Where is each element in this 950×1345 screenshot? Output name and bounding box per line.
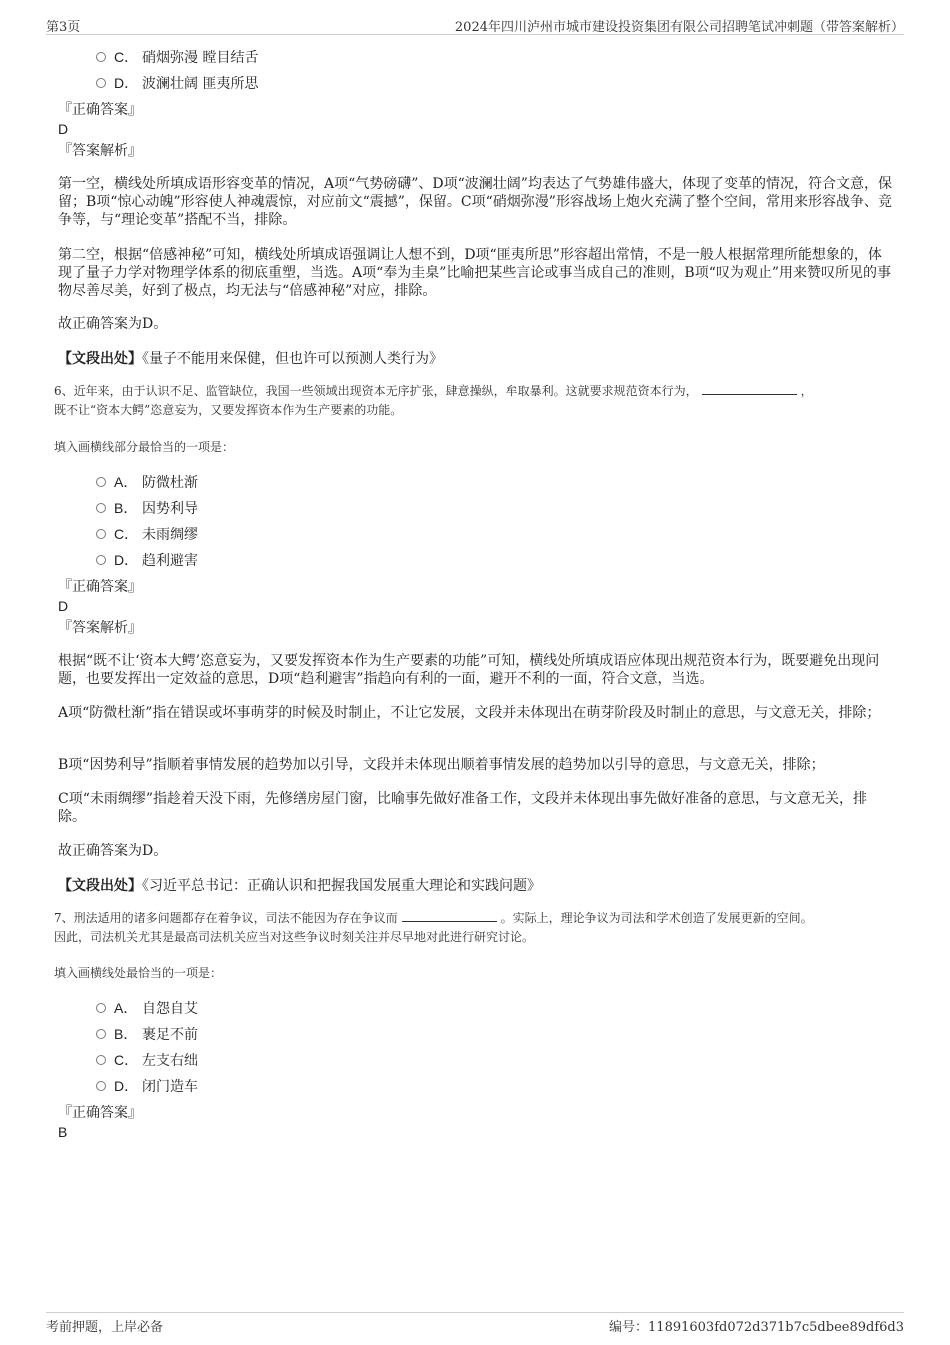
q6-conclusion: 故正确答案为D。 — [58, 843, 168, 859]
radio-icon[interactable] — [96, 555, 106, 565]
radio-icon[interactable] — [96, 477, 106, 487]
footer-slogan: 考前押题，上岸必备 — [46, 1320, 164, 1335]
radio-icon[interactable] — [96, 1055, 106, 1065]
q5-option-d[interactable]: D． 波澜壮阔 匪夷所思 — [96, 73, 258, 93]
q6-analysis-paragraph: B项“因势利导”指顺着事情发展的趋势加以引导，文段并未体现出顺着事情发展的趋势加以引导的意思，与文意无关，排除； — [58, 757, 825, 773]
radio-icon[interactable] — [96, 1003, 106, 1013]
q5-analysis-paragraph: 第一空，横线处所填成语形容变革的情况，A项“气势磅礴”、D项“波澜壮阔”均表达了气势雄伟盛大，体现了变革的情况，符合文意，保留；B项“惊心动魄”形容使人神魂震惊，对应前文“震撼”，保留。C项“硝烟弥漫”形容战场上炮火充满了整个空间，常用来形容战争、竞争等，与“理论变革”搭配不当，排除。 — [58, 176, 892, 228]
q5-answer-label: 『正确答案』 — [58, 102, 142, 118]
radio-icon[interactable] — [96, 1081, 106, 1091]
page-footer — [46, 1312, 904, 1335]
q6-option-a[interactable]: A． 防微杜渐 — [96, 472, 198, 492]
q7-option-b[interactable]: B． 裹足不前 — [96, 1024, 198, 1044]
q7-prompt: 填入画横线处最恰当的一项是： — [54, 966, 223, 980]
q5-analysis-paragraph: 第二空，根据“倍感神秘”可知，横线处所填成语强调让人想不到，D项“匪夷所思”形容超出常情，不是一般人根据常理所能想象的，体现了量子力学对物理学体系的彻底重塑，当选。A项“奉为圭臬”比喻把某些言论或事当成自己的准则，B项“叹为观止”用来赞叹所见的事物尽善尽美，好到了极点，均无法与“倍感神秘”对应，排除。 — [58, 247, 892, 299]
q5-conclusion: 故正确答案为D。 — [58, 316, 168, 332]
q6-analysis-paragraph: 根据“既不让‘资本大鳄’恣意妄为，又要发挥资本作为生产要素的功能”可知，横线处所填成语应体现出规范资本行为，既要避免出现问题，也要发挥出一定效益的意思，D项“趋利避害”指趋向有利的一面，避开不利的一面，符合文意，当选。 — [58, 653, 880, 687]
q7-stem: 7、刑法适用的诸多问题都存在着争议，司法不能因为存在争议而 。实际上，理论争议为司法和学术创造了发展更新的空间。 因此，司法机关尤其是最高司法机关应当对这些争议时刻关注并尽早地对此进行研究讨论。 — [54, 911, 813, 944]
q6-answer: D — [58, 598, 69, 614]
radio-icon[interactable] — [96, 52, 106, 62]
q6-source: 【文段出处】《习近平总书记：正确认识和把握我国发展重大理论和实践问题》 — [58, 878, 541, 894]
q7-option-a[interactable]: A． 自怨自艾 — [96, 998, 198, 1018]
q6-answer-label: 『正确答案』 — [58, 579, 142, 595]
page-header — [46, 14, 904, 35]
q7-answer-label: 『正确答案』 — [58, 1105, 142, 1121]
q7-answer: B — [58, 1124, 68, 1140]
q6-analysis-paragraph: C项“未雨绸缪”指趁着天没下雨，先修缮房屋门窗，比喻事先做好准备工作，文段并未体现出事先做好准备的意思，与文意无关，排除。 — [58, 791, 868, 825]
radio-icon[interactable] — [96, 78, 106, 88]
q7-option-c[interactable]: C． 左支右绌 — [96, 1050, 198, 1070]
page-number: 第3页 — [46, 20, 81, 35]
fill-blank — [402, 909, 497, 922]
q6-analysis-paragraph: A项“防微杜渐”指在错误或坏事萌芽的时候及时制止，不让它发展，文段并未体现出在萌芽阶段及时制止的意思，与文意无关，排除； — [58, 705, 881, 721]
radio-icon[interactable] — [96, 503, 106, 513]
q6-option-b[interactable]: B． 因势利导 — [96, 498, 198, 518]
radio-icon[interactable] — [96, 1029, 106, 1039]
q5-option-c[interactable]: C． 硝烟弥漫 瞠目结舌 — [96, 47, 258, 67]
q5-answer: D — [58, 121, 69, 137]
q6-option-c[interactable]: C． 未雨绸缪 — [96, 524, 198, 544]
radio-icon[interactable] — [96, 529, 106, 539]
fill-blank — [702, 382, 797, 395]
q6-analysis-label: 『答案解析』 — [58, 620, 142, 636]
document-title: 2024年四川泸州市城市建设投资集团有限公司招聘笔试冲刺题（带答案解析） — [454, 20, 904, 35]
footer-code: 编号：11891603fd072d371b7c5dbee89df6d3 — [609, 1320, 904, 1335]
q7-option-d[interactable]: D． 闭门造车 — [96, 1076, 198, 1096]
q5-source: 【文段出处】《量子不能用来保健，但也许可以预测人类行为》 — [58, 351, 443, 367]
q5-analysis-label: 『答案解析』 — [58, 143, 142, 159]
q6-option-d[interactable]: D． 趋利避害 — [96, 550, 198, 570]
q6-stem: 6、近年来，由于认识不足、监管缺位，我国一些领域出现资本无序扩张，肆意操纵，牟取暴利。这就要求规范资本行为， ， 既不让“资本大鳄”恣意妄为，又要发挥资本作为生产要素的功能。 — [54, 384, 813, 417]
q6-prompt: 填入画横线部分最恰当的一项是： — [54, 440, 235, 454]
